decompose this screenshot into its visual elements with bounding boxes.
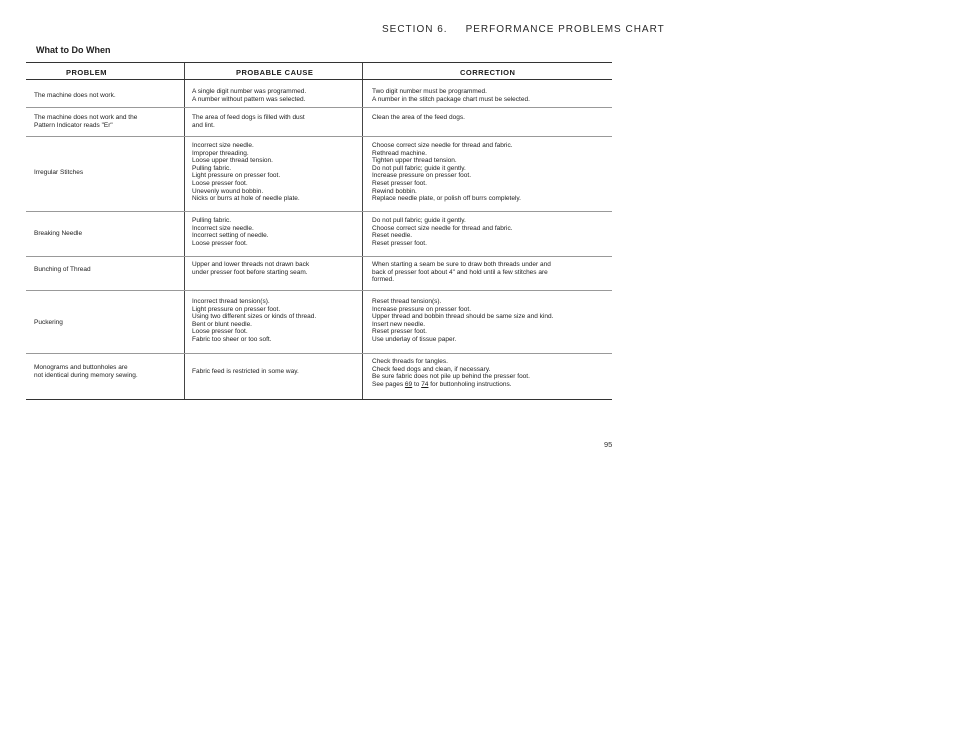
correction-cell: Clean the area of the feed dogs. xyxy=(372,114,465,121)
table-row xyxy=(26,257,612,291)
table-row xyxy=(26,80,612,108)
page-ref-link[interactable]: 74 xyxy=(421,380,429,388)
problem-cell: Bunching of Thread xyxy=(34,266,91,273)
see-pages-line: See pages 69 to 74 for buttonholing instructions. xyxy=(372,380,512,388)
problem-cell: Puckering xyxy=(34,319,63,326)
table-header xyxy=(26,63,612,80)
correction-cell: Two digit number must be programmed. A number in the stitch package chart must be selected. xyxy=(372,88,530,103)
chart-title: PERFORMANCE PROBLEMS CHART xyxy=(465,24,665,35)
section-title xyxy=(382,24,665,35)
problem-cell: The machine does not work and the Pattern Indicator reads "Er" xyxy=(34,114,138,129)
correction-cell: Choose correct size needle for thread and fabric. Rethread machine. Tighten upper thread tension. Do not pull fabric; guide it gently. Increase pressure on presser foot. Reset presser foot. Rewind bobbin. Replace needle plate, or polish off burrs completely. xyxy=(372,142,521,203)
cause-cell: Incorrect thread tension(s). Light pressure on presser foot. Using two different sizes or kinds of thread. Bent or blunt needle. Loose presser foot. Fabric too sheer or too soft. xyxy=(192,298,317,343)
cause-cell: Pulling fabric. Incorrect size needle. Incorrect setting of needle. Loose presser foot. xyxy=(192,217,269,247)
cause-cell: Upper and lower threads not drawn back under presser foot before starting seam. xyxy=(192,261,310,276)
table-row xyxy=(26,212,612,257)
cause-cell: Incorrect size needle. Improper threading. Loose upper thread tension. Pulling fabric. Light pressure on presser foot. Loose presser foot. Unevenly wound bobbin. Nicks or burrs at hole of needle plate. xyxy=(192,142,300,203)
correction-cell: Check threads for tangles. Check feed dogs and clean, if necessary. Be sure fabric does not pile up behind the presser foot. See pages 69 to 74 for buttonholing instructions. xyxy=(372,358,606,388)
page-number: 95 xyxy=(604,440,613,449)
problem-cell: Irregular Stitches xyxy=(34,169,84,176)
correction-cell: Reset thread tension(s). Increase pressure on presser foot. Upper thread and bobbin thread should be same size and kind. Insert new needle. Reset presser foot. Use underlay of tissue paper. xyxy=(372,298,554,343)
table-row xyxy=(26,291,612,354)
table-row xyxy=(26,354,612,399)
section-number: SECTION 6. xyxy=(382,24,448,35)
cause-cell: Fabric feed is restricted in some way. xyxy=(192,368,299,375)
page-heading: What to Do When xyxy=(36,45,111,55)
column-header-correction: CORRECTION xyxy=(460,68,516,77)
table-row xyxy=(26,137,612,212)
cause-cell: The area of feed dogs is filled with dust and lint. xyxy=(192,114,305,129)
problem-cell: Monograms and buttonholes are not identical during memory sewing. xyxy=(34,364,138,379)
page-ref-link[interactable]: 69 xyxy=(404,380,413,388)
correction-cell: Do not pull fabric; guide it gently. Choose correct size needle for thread and fabric. Reset needle. Reset presser foot. xyxy=(372,217,513,247)
performance-problems-table xyxy=(26,62,612,400)
correction-cell: When starting a seam be sure to draw both threads under and back of presser foot about 4" and hold until a few stitches are formed. xyxy=(372,261,551,284)
cause-cell: A single digit number was programmed. A number without pattern was selected. xyxy=(192,88,307,103)
column-header-cause: PROBABLE CAUSE xyxy=(236,68,314,77)
column-header-problem: PROBLEM xyxy=(66,68,107,77)
table-row xyxy=(26,108,612,137)
problem-cell: Breaking Needle xyxy=(34,230,83,237)
problem-cell: The machine does not work. xyxy=(34,92,116,99)
